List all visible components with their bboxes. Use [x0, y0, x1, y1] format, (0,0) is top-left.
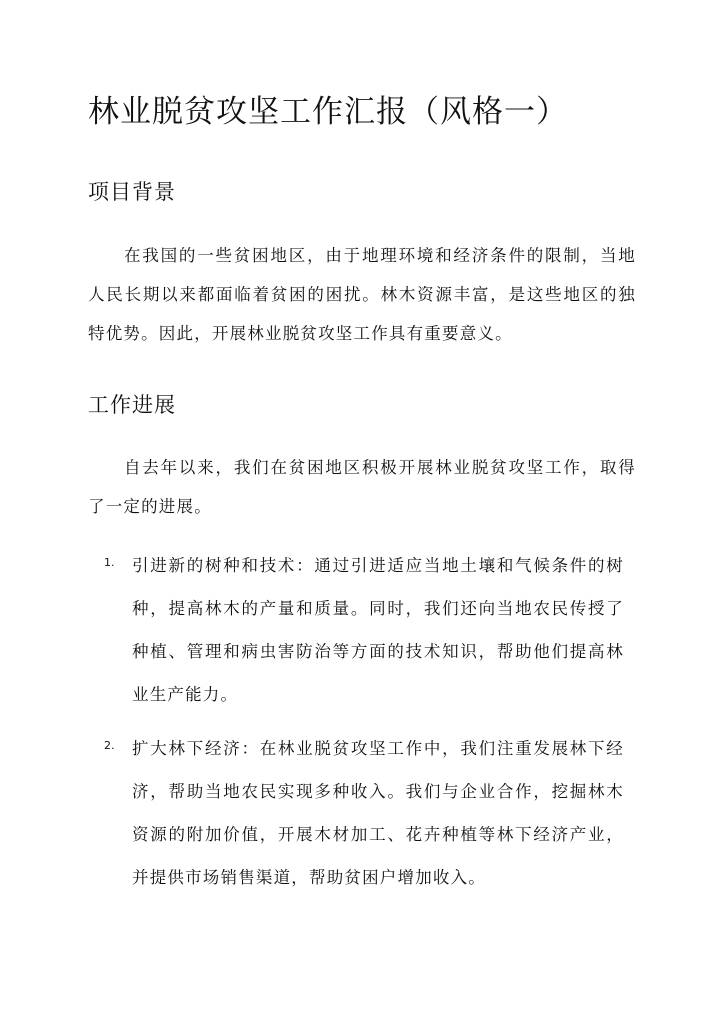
background-paragraph: 在我国的一些贫困地区，由于地理环境和经济条件的限制，当地人民长期以来都面临着贫困的困扰。林木资源丰富，是这些地区的独特优势。因此，开展林业脱贫攻坚工作具有重要意义。: [88, 246, 636, 343]
list-item: [104, 544, 624, 716]
section-heading-background: 项目背景: [88, 180, 176, 204]
list-item-number: 2.: [104, 739, 115, 752]
document-title: 林业脱贫攻坚工作汇报（风格一）: [88, 94, 568, 130]
progress-paragraph: 自去年以来，我们在贫困地区积极开展林业脱贫攻坚工作，取得了一定的进展。: [88, 458, 636, 516]
list-item: [104, 727, 624, 899]
list-item-text: 扩大林下经济：在林业脱贫攻坚工作中，我们注重发展林下经济，帮助当地农民实现多种收入。我们与企业合作，挖掘林木资源的附加价值，开展木材加工、花卉种植等林下经济产业，并提供市场销售渠道，帮助贫困户增加收入。: [132, 739, 624, 887]
list-item-number: 1.: [104, 556, 115, 569]
list-item-text: 引进新的树种和技术：通过引进适应当地土壤和气候条件的树种，提高林木的产量和质量。同时，我们还向当地农民传授了种植、管理和病虫害防治等方面的技术知识，帮助他们提高林业生产能力。: [132, 556, 624, 704]
section-heading-progress: 工作进展: [88, 393, 176, 417]
